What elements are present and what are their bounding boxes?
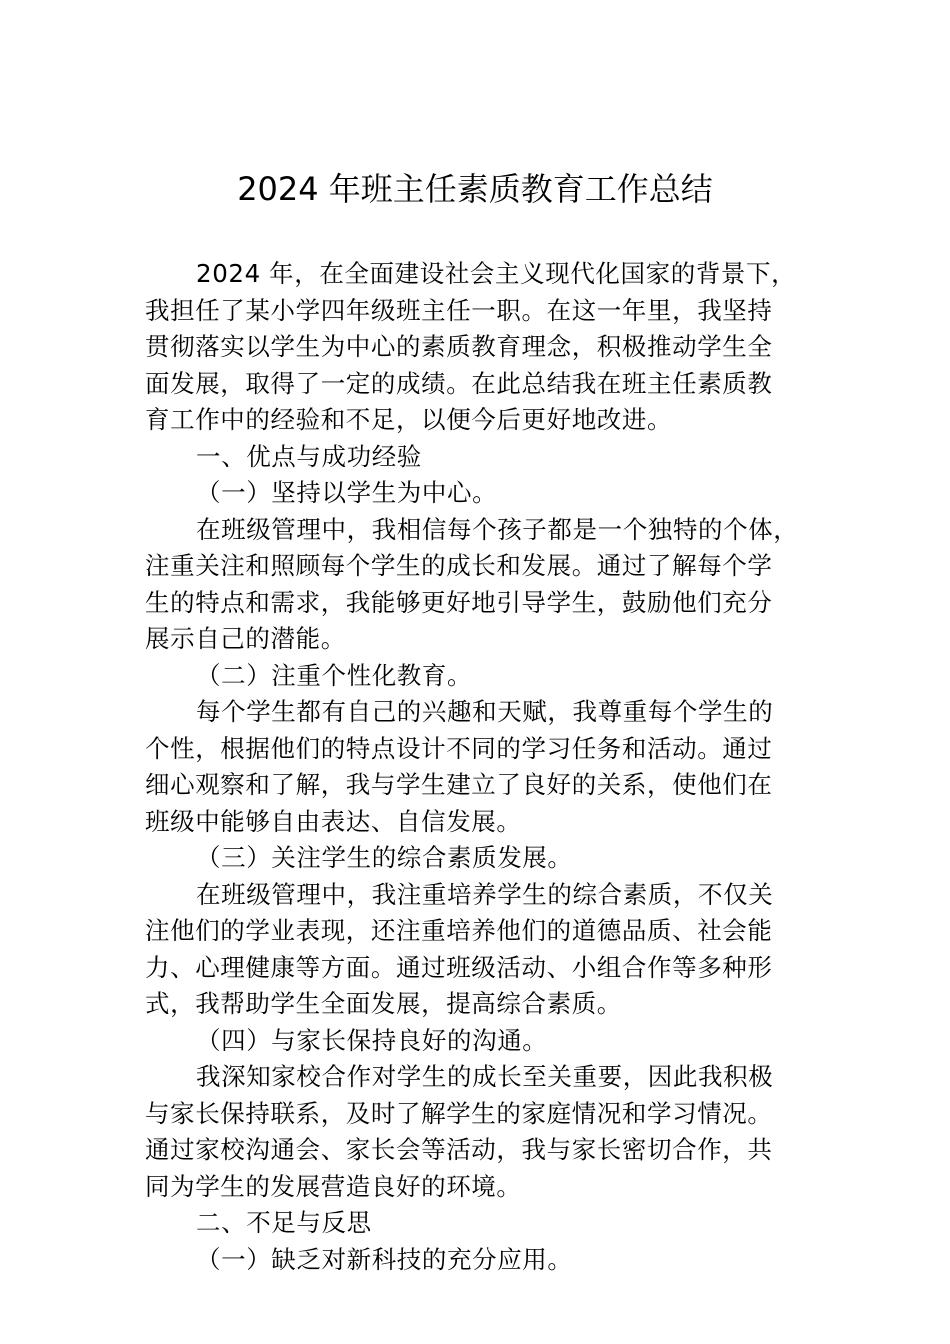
- paragraph-line: 通过家校沟通会、家长会等活动，我与家长密切合作，共: [145, 1135, 773, 1164]
- paragraph-line: 贯彻落实以学生为中心的素质教育理念，积极推动学生全: [145, 332, 773, 361]
- section-heading: 一、优点与成功经验: [196, 441, 422, 471]
- paragraph-line: 个性，根据他们的特点设计不同的学习任务和活动。通过: [145, 733, 773, 763]
- document-body: [145, 256, 815, 1278]
- paragraph-line: 展示自己的潜能。: [145, 624, 346, 653]
- subsection-heading: （二）注重个性化教育。: [196, 660, 473, 690]
- paragraph-line: 细心观察和了解，我与学生建立了良好的关系，使他们在: [145, 770, 773, 799]
- section-heading: 二、不足与反思: [196, 1208, 372, 1237]
- paragraph-line: 生的特点和需求，我能够更好地引导学生，鼓励他们充分: [145, 587, 773, 617]
- paragraph-line: 每个学生都有自己的兴趣和天赋，我尊重每个学生的: [196, 697, 774, 726]
- paragraph-line: 式，我帮助学生全面发展，提高综合素质。: [145, 989, 622, 1018]
- paragraph-line: 力、心理健康等方面。通过班级活动、小组合作等多种形: [145, 952, 773, 982]
- paragraph-line: 与家长保持联系，及时了解学生的家庭情况和学习情况。: [145, 1098, 773, 1128]
- subsection-heading: （一）坚持以学生为中心。: [196, 478, 498, 507]
- paragraph-line: 班级中能够自由表达、自信发展。: [145, 806, 522, 836]
- paragraph-line: 同为学生的发展营造良好的环境。: [145, 1171, 522, 1201]
- paragraph-line: 我担任了某小学四年级班主任一职。在这一年里，我坚持: [145, 295, 773, 325]
- paragraph-line: 在班级管理中，我相信每个孩子都是一个独特的个体，: [196, 514, 799, 544]
- paragraph-line: 在班级管理中，我注重培养学生的综合素质，不仅关: [196, 879, 774, 909]
- paragraph-line: 面发展，取得了一定的成绩。在此总结我在班主任素质教: [145, 368, 773, 398]
- subsection-heading: （四）与家长保持良好的沟通。: [196, 1025, 548, 1055]
- subsection-heading: （三）关注学生的综合素质发展。: [196, 843, 573, 872]
- paragraph-line: 注重关注和照顾每个学生的成长和发展。通过了解每个学: [145, 551, 773, 580]
- paragraph-line: 2024 年，在全面建设社会主义现代化国家的背景下，: [196, 259, 797, 288]
- paragraph-line: 我深知家校合作对学生的成长至关重要，因此我积极: [196, 1062, 774, 1091]
- document-title: 2024 年班主任素质教育工作总结: [237, 170, 713, 208]
- subsection-heading: （一）缺乏对新科技的充分应用。: [196, 1244, 573, 1274]
- paragraph-line: 育工作中的经验和不足，以便今后更好地改进。: [145, 405, 673, 434]
- paragraph-line: 注他们的学业表现，还注重培养他们的道德品质、社会能: [145, 916, 773, 945]
